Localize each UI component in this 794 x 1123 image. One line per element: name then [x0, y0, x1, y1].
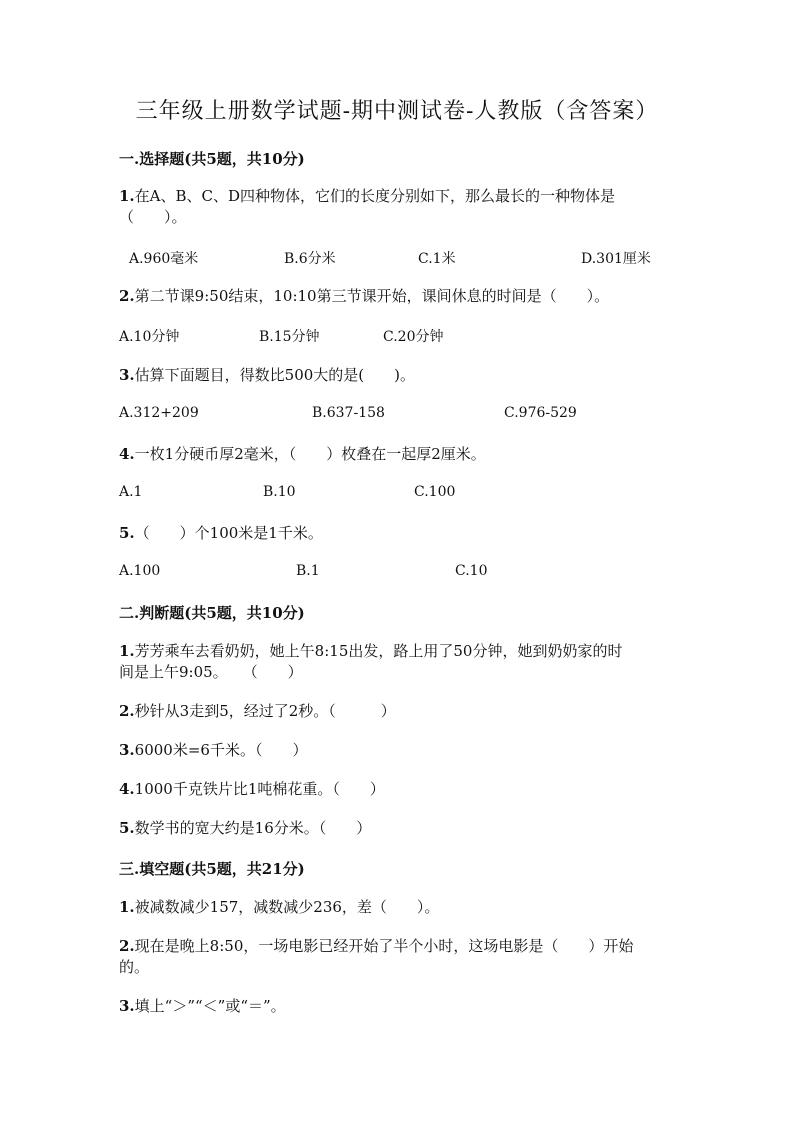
- option-a: A.10分钟: [119, 329, 180, 345]
- question-number: 1.: [119, 642, 135, 660]
- question-fill-2-line2: 的。: [119, 958, 150, 976]
- question-text: 1000千克铁片比1吨棉花重。（ ）: [134, 780, 385, 798]
- question-judgment-3: [119, 740, 307, 760]
- option-c: C.1米: [418, 251, 456, 267]
- question-choice-2: [119, 286, 609, 306]
- option-a: A.312+209: [119, 405, 199, 421]
- question-text: 估算下面题目，得数比500大的是( )。: [134, 366, 416, 384]
- option-b: B.637-158: [312, 405, 385, 421]
- question-text: （ ）个100米是1千米。: [134, 524, 323, 542]
- question-text: 第二节课9:50结束，10:10第三节课开始，课间休息的时间是（ ）。: [134, 287, 610, 305]
- option-b: B.15分钟: [259, 329, 320, 345]
- question-number: 1.: [119, 187, 135, 205]
- section-heading-choice: 一.选择题(共5题，共10分): [119, 150, 305, 168]
- question-number: 3.: [119, 741, 135, 759]
- option-a: A.960毫米: [129, 251, 199, 267]
- option-b: B.1: [296, 563, 320, 579]
- question-judgment-4: [119, 779, 385, 799]
- question-text: 现在是晚上8:50，一场电影已经开始了半个小时，这场电影是（ ）开始: [134, 937, 634, 955]
- question-number: 4.: [119, 445, 135, 463]
- question-number: 1.: [119, 898, 135, 916]
- question-judgment-5: [119, 818, 371, 838]
- question-text: 在A、B、C、D四种物体，它们的长度分别如下，那么最长的一种物体是: [134, 187, 616, 205]
- question-choice-3: [119, 365, 415, 385]
- question-text: 填上“＞”“＜”或“＝”。: [134, 997, 286, 1015]
- question-choice-4: [119, 444, 486, 464]
- question-text: 被减数减少157，减数减少236，差（ ）。: [134, 898, 440, 916]
- question-text: 芳芳乘车去看奶奶，她上午8:15出发，路上用了50分钟，她到奶奶家的时: [134, 642, 623, 660]
- question-fill-2: [119, 936, 633, 956]
- section-heading-fill: 三.填空题(共5题，共21分): [119, 860, 305, 878]
- question-number: 2.: [119, 937, 135, 955]
- option-a: A.1: [119, 484, 143, 500]
- question-number: 2.: [119, 702, 135, 720]
- option-c: C.100: [414, 484, 456, 500]
- option-c: C.20分钟: [383, 329, 444, 345]
- option-b: B.10: [263, 484, 296, 500]
- question-number: 2.: [119, 287, 135, 305]
- question-choice-1: [119, 186, 615, 206]
- question-fill-1: [119, 897, 439, 917]
- question-number: 3.: [119, 997, 135, 1015]
- question-text: 秒针从3走到5，经过了2秒。（ ）: [134, 702, 396, 720]
- option-c: C.976-529: [504, 405, 577, 421]
- question-text: 6000米=6千米。（ ）: [134, 741, 308, 759]
- question-judgment-2: [119, 701, 396, 721]
- question-number: 4.: [119, 780, 135, 798]
- section-heading-judgment: 二.判断题(共5题，共10分): [119, 604, 305, 622]
- question-fill-3: [119, 996, 286, 1016]
- option-d: D.301厘米: [581, 251, 651, 267]
- question-judgment-1: [119, 641, 622, 661]
- question-text: 数学书的宽大约是16分米。（ ）: [134, 819, 372, 837]
- question-number: 5.: [119, 524, 135, 542]
- option-b: B.6分米: [284, 251, 336, 267]
- question-text: 一枚1分硬币厚2毫米，（ ）枚叠在一起厚2厘米。: [134, 445, 486, 463]
- question-number: 5.: [119, 819, 135, 837]
- question-choice-1-line2: （ ）。: [119, 208, 187, 226]
- question-judgment-1-line2: 间是上午9:05。 （ ）: [119, 663, 303, 681]
- question-choice-5: [119, 523, 323, 543]
- question-number: 3.: [119, 366, 135, 384]
- option-c: C.10: [455, 563, 488, 579]
- page-title: 三年级上册数学试题-期中测试卷-人教版（含答案）: [135, 99, 659, 124]
- option-a: A.100: [119, 563, 161, 579]
